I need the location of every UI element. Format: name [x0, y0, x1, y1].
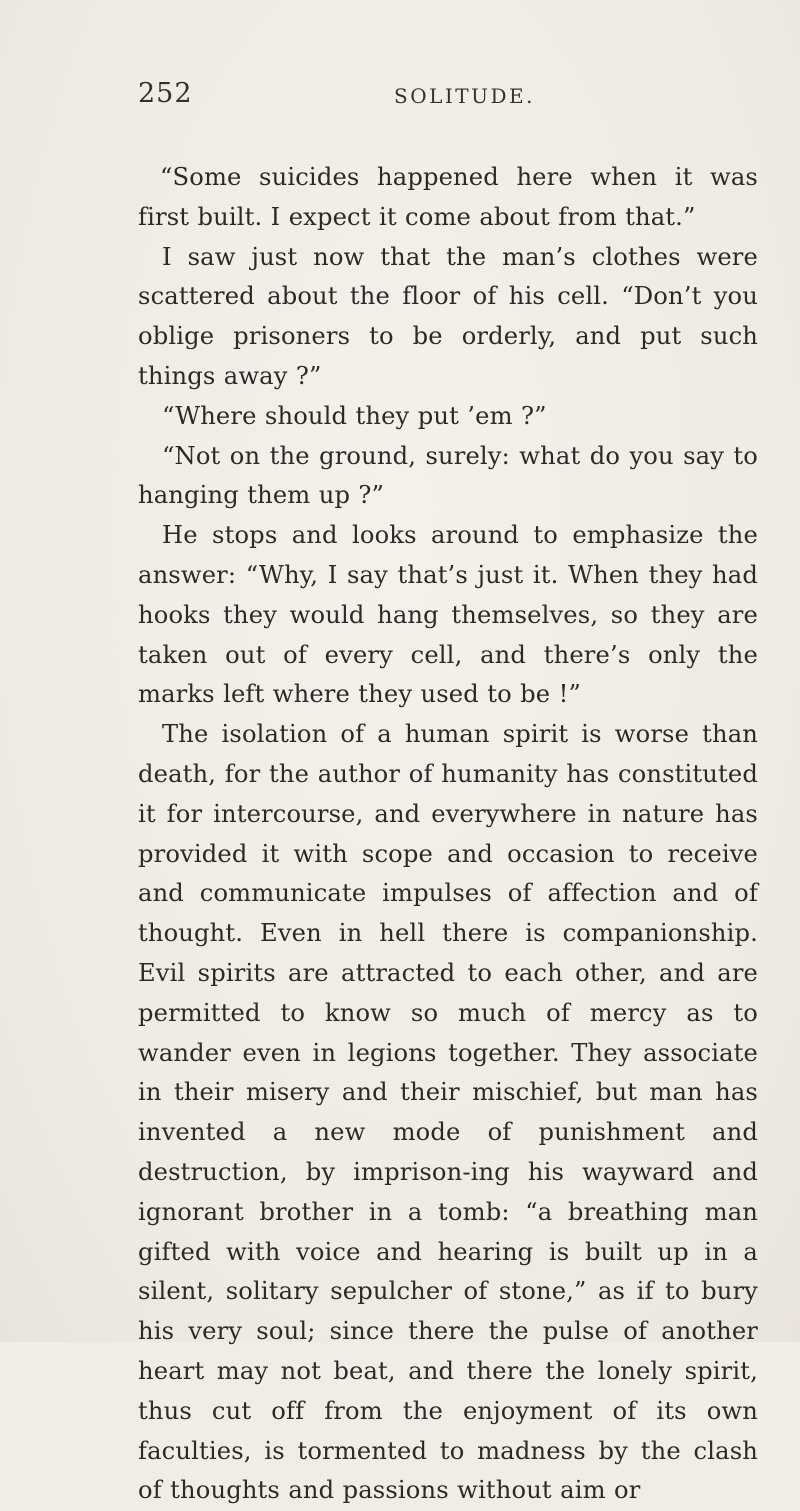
paragraph-5: He stops and looks around to emphasize the answer: “Why, I say that’s just it. When they had hooks they would hang themselves, so they are taken out of every cell, and there’s only the marks left where they used to be !”: [138, 521, 758, 709]
text-body: [138, 158, 758, 1511]
paragraph-3: “Where should they put ’em ?”: [162, 401, 547, 430]
running-head: [138, 78, 758, 112]
paragraph-1: “Some suicides happened here when it was first built. I expect it come about from that.”: [138, 163, 758, 231]
paragraph-2: I saw just now that the man’s clothes were scattered about the floor of his cell. “Don’t you oblige prisoners to be orderly, and put such things away ?”: [138, 242, 758, 390]
running-title: SOLITUDE.: [394, 84, 535, 108]
page-number: 252: [138, 78, 193, 109]
paragraph-4: “Not on the ground, surely: what do you say to hanging them up ?”: [138, 441, 758, 510]
paragraph-6: The isolation of a human spirit is worse than death, for the author of humanity has constituted it for intercourse, and everywhere in nature has provided it with scope and occasion to receive and communicate impulses of affection and of thought. Even in hell there is companionship. Evil spirits are attracted to each other, and are permitted to know so much of mercy as to wander even in legions together. They associate in their misery and their mischief, but man has invented a new mode of punishment and destruction, by imprison-ing his wayward and ignorant brother in a tomb: “a breathing man gifted with voice and hearing is built up in a silent, solitary sepulcher of stone,” as if to bury his very soul; since there the pulse of another heart may not beat, and there the lonely spirit, thus cut off from the enjoyment of its own faculties, is tormented to madness by the clash of thoughts and passions without aim or: [138, 720, 758, 1505]
